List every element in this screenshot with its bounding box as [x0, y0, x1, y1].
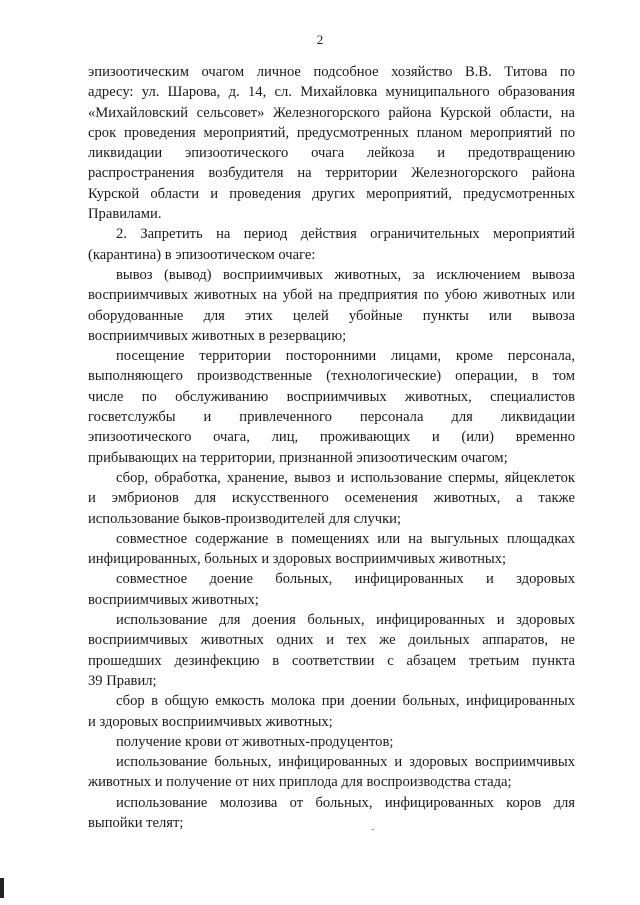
paragraph [88, 468, 575, 529]
paragraph [88, 610, 575, 691]
scan-edge-mark [0, 878, 4, 898]
text-line: использование быков-производителей для случки; [88, 510, 402, 527]
text-line: 39 Правил; [88, 672, 157, 689]
text-line: эпизоотическим очагом личное подсобное хозяйство В.В. Титова по [88, 64, 575, 80]
text-line: использование для доения больных, инфицированных и здоровых [116, 612, 575, 629]
text-line: восприимчивых животных в резервацию; [88, 327, 347, 344]
paragraph [88, 569, 575, 610]
text-line: совместное доение больных, инфицированных и здоровых [116, 571, 575, 588]
text-line: и здоровых восприимчивых животных; [88, 713, 333, 730]
paragraph [88, 224, 575, 265]
text-line: адресу: ул. Шарова, д. 14, сл. Михайловка муниципального образования [88, 84, 575, 101]
text-line: «Михайловский сельсовет» Железногорского района Курской области, на [88, 104, 575, 121]
text-line: эпизоотического очага, лиц, проживающих и (или) временно [88, 429, 575, 446]
text-line: Курской области и проведения других мероприятий, предусмотренных [88, 185, 575, 202]
text-line: оборудованные для этих целей убойные пункты или вывоза [88, 307, 575, 324]
text-line: посещение территории посторонними лицами, кроме персонала, [116, 348, 575, 365]
paragraph [88, 529, 575, 570]
text-line: восприимчивых животных одних и тех же доильных аппаратов, не [88, 632, 575, 649]
text-line: госветслужбы и привлеченного персонала для ликвидации [88, 409, 575, 426]
paragraph [88, 691, 575, 732]
paragraph [88, 265, 575, 346]
text-line: восприимчивых животных; [88, 591, 259, 608]
text-line: инфицированных, больных и здоровых восприимчивых животных; [88, 551, 507, 568]
paragraph [88, 793, 575, 834]
text-line: сбор в общую емкость молока при доении больных, инфицированных [116, 693, 575, 710]
paragraph [88, 62, 575, 224]
text-line: распространения возбудителя на территории Железногорского района [88, 165, 575, 182]
document-body [88, 62, 575, 833]
text-line: совместное содержание в помещениях или на выгульных площадках [116, 530, 575, 547]
text-line: (карантина) в эпизоотическом очаге: [88, 246, 316, 263]
text-line: и эмбрионов для искусственного осеменения животных, а также [88, 490, 575, 507]
text-line: вывоз (вывод) восприимчивых животных, за исключением вывоза [116, 266, 575, 283]
text-line: Правилами. [88, 206, 162, 223]
text-line: получение крови от животных-продуцентов; [116, 733, 394, 750]
text-line: срок проведения мероприятий, предусмотренных планом мероприятий по [88, 124, 575, 141]
text-line: восприимчивых животных на убой на предприятия по убою животных или [88, 287, 575, 304]
text-line: животных и получение от них приплода для воспроизводства стада; [88, 774, 512, 791]
text-line: использование молозива от больных, инфицированных коров для [116, 794, 575, 811]
text-line: числе по обслуживанию восприимчивых животных, специалистов [88, 388, 575, 405]
text-line: 2. Запретить на период действия ограничительных мероприятий [116, 226, 575, 243]
text-line: прошедших дезинфекцию в соответствии с абзацем третьим пункта [88, 652, 575, 669]
paragraph [88, 752, 575, 793]
text-line: сбор, обработка, хранение, вывоз и использование спермы, яйцеклеток [116, 469, 575, 486]
paragraph [88, 732, 575, 752]
text-line: выпойки телят; [88, 814, 184, 831]
page-number: 2 [316, 32, 324, 47]
paragraph [88, 346, 575, 468]
text-line: использование больных, инфицированных и здоровых восприимчивых [116, 754, 575, 771]
scan-speck [372, 829, 374, 830]
text-line: прибывающих на территории, признанной эпизоотическим очагом; [88, 449, 508, 466]
text-line: ликвидации эпизоотического очага лейкоза и предотвращению [88, 145, 575, 162]
text-line: выполняющего производственные (технологические) операции, в том [88, 368, 575, 385]
